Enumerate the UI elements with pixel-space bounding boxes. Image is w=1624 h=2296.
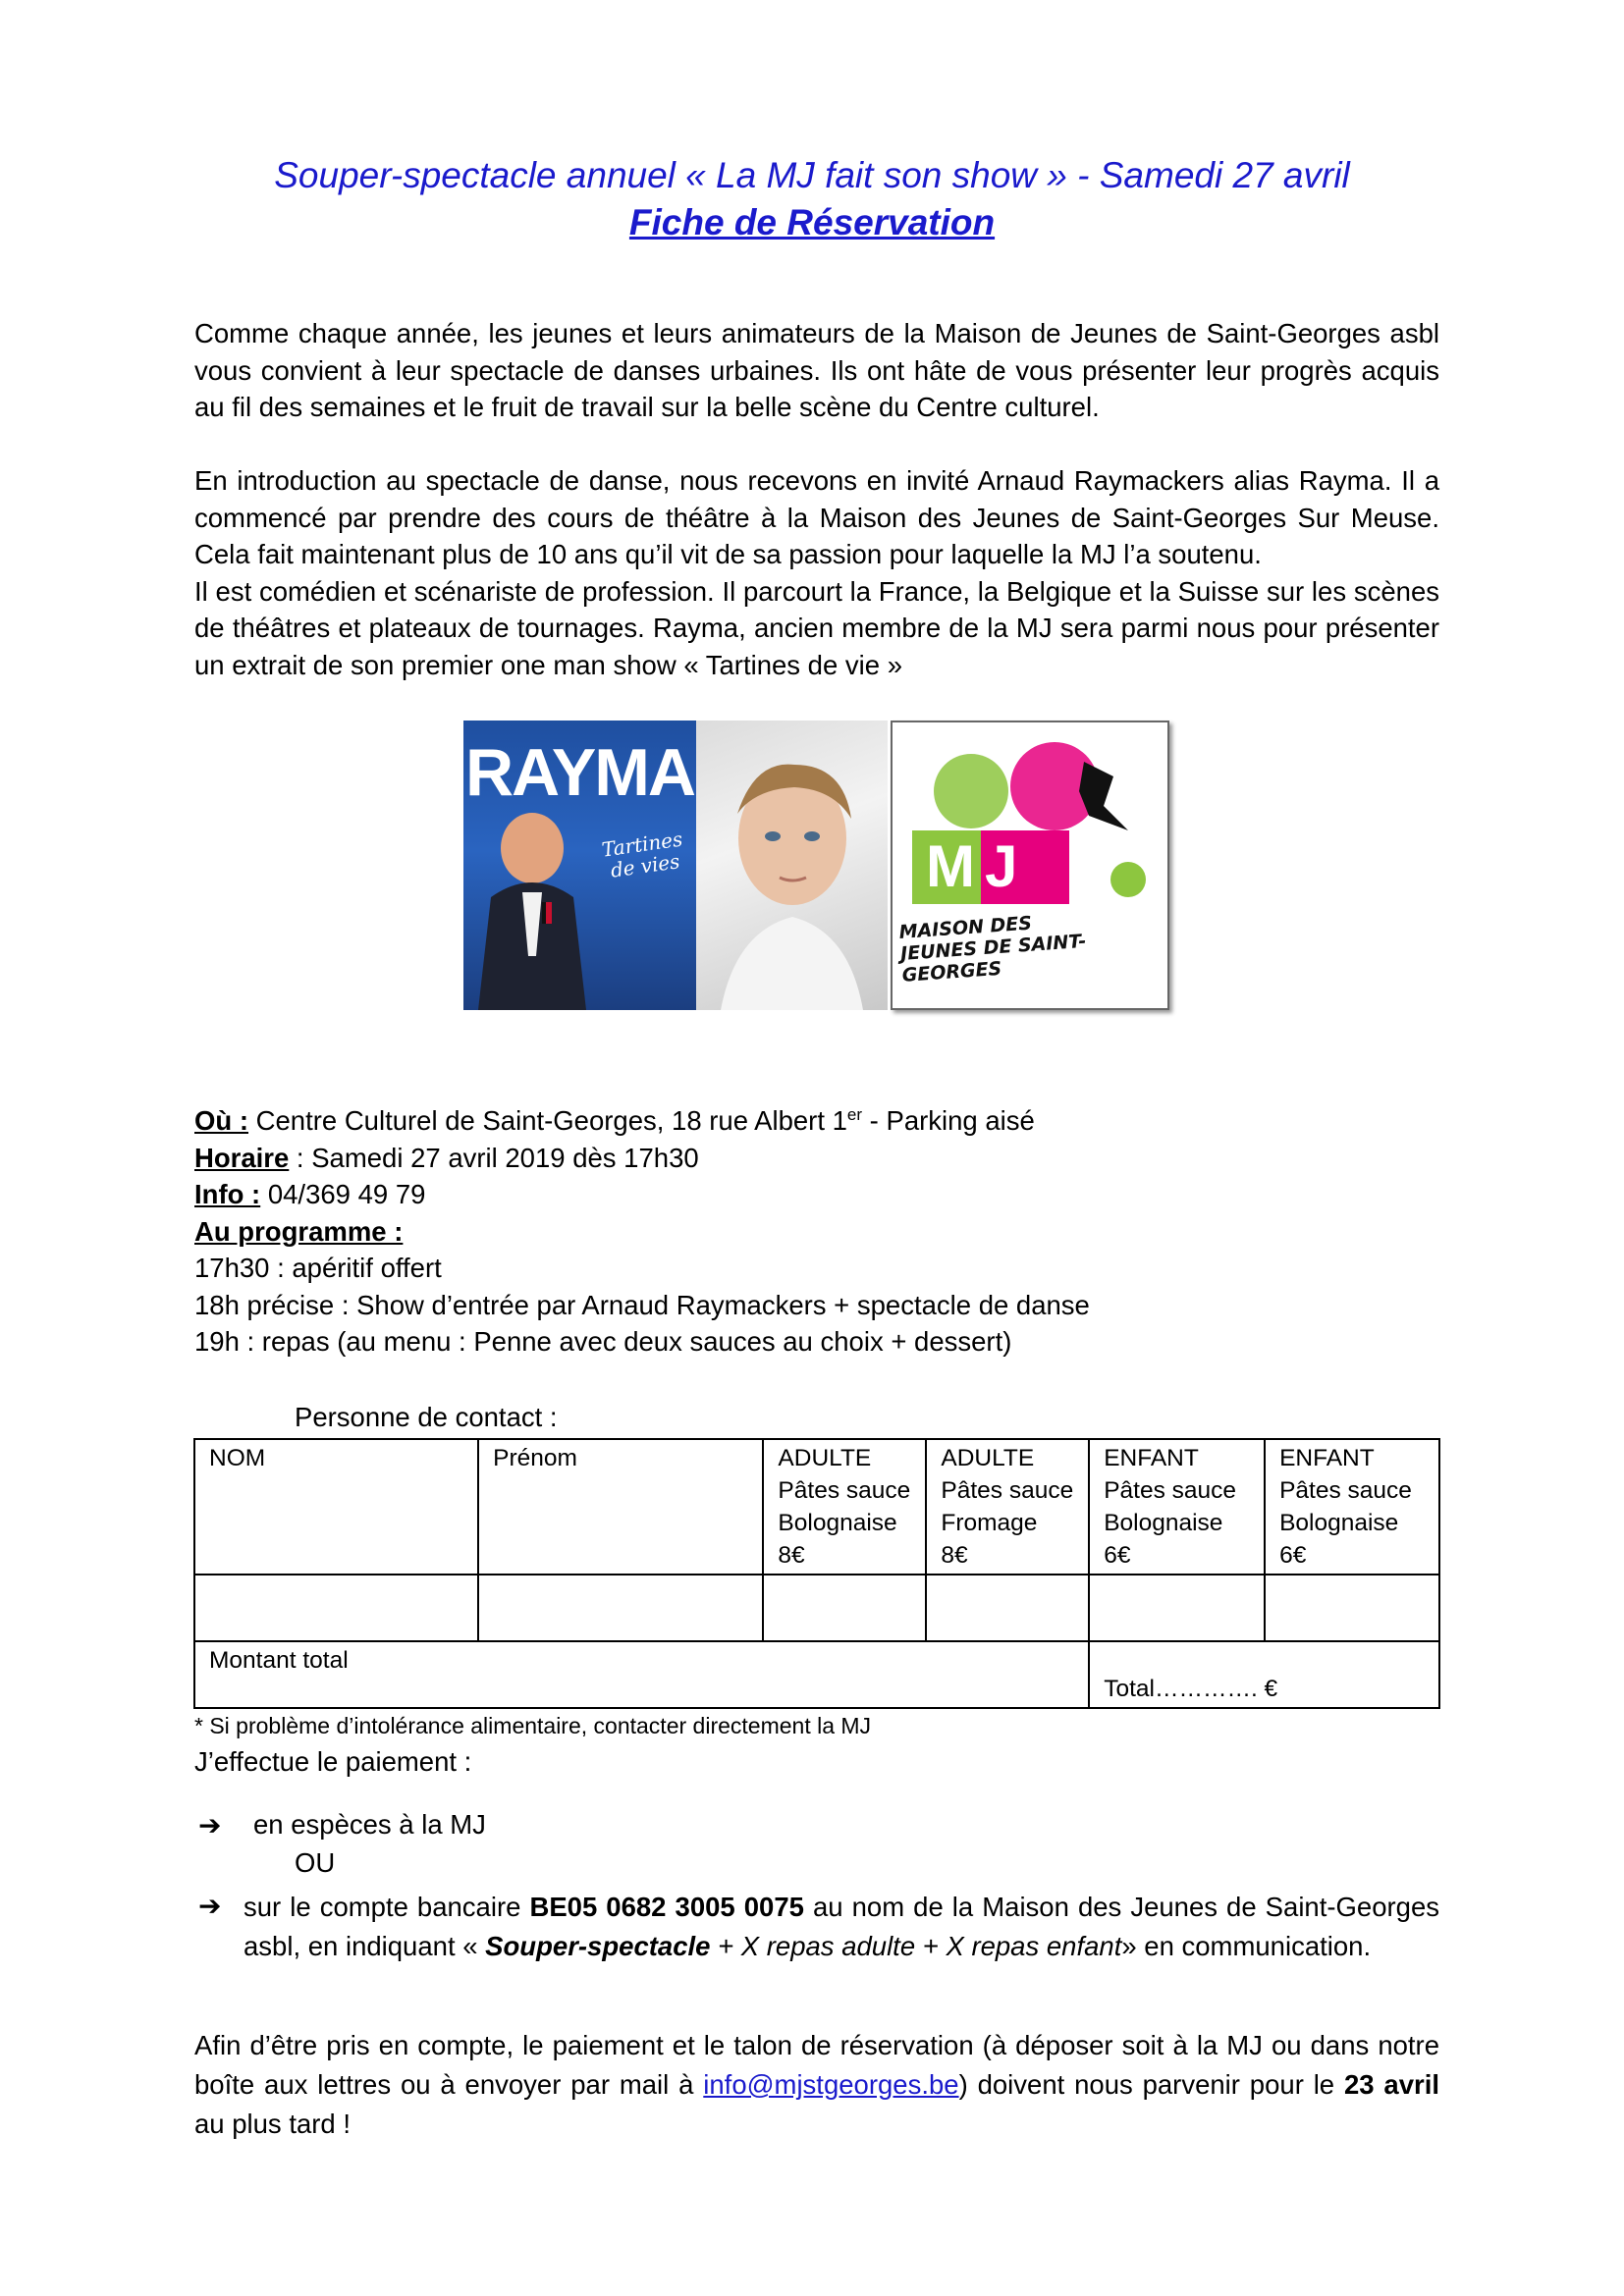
header-line: Fromage bbox=[941, 1510, 1038, 1536]
time-value: : Samedi 27 avril 2019 dès 17h30 bbox=[289, 1142, 699, 1173]
info-line bbox=[194, 1176, 1439, 1213]
total-value-cell[interactable] bbox=[1089, 1641, 1439, 1708]
closing-paragraph bbox=[194, 2026, 1439, 2144]
header-line: Prénom bbox=[493, 1445, 577, 1471]
bank-text: » en communication. bbox=[1121, 1931, 1372, 1961]
closing-text: ) doivent nous parvenir pour le bbox=[958, 2069, 1344, 2100]
payment-option-bank bbox=[244, 1888, 1439, 1966]
closing-text: Afin d’être pris en compte, le paiement et le talon de réservation (à déposer soit à la MJ ou dans notre boîte aux lettres ou à envoyer par mail à bbox=[194, 2030, 1439, 2100]
poster-title: RAYMA bbox=[464, 735, 695, 810]
header-nom bbox=[194, 1439, 478, 1575]
header-line: ENFANT bbox=[1279, 1445, 1375, 1471]
header-line: 6€ bbox=[1279, 1542, 1307, 1569]
deadline-date: 23 avril bbox=[1343, 2069, 1439, 2100]
program-item: 17h30 : apéritif offert bbox=[194, 1253, 442, 1284]
reservation-table bbox=[193, 1438, 1440, 1709]
input-cell-child-bolognaise-2[interactable] bbox=[1265, 1575, 1439, 1641]
total-value: Total…………. € bbox=[1104, 1676, 1278, 1702]
location-value: Centre Culturel de Saint-Georges, 18 rue Albert 1 bbox=[248, 1105, 847, 1137]
form-title: Fiche de Réservation bbox=[628, 202, 996, 242]
header-line: 8€ bbox=[941, 1542, 968, 1569]
header-line: ADULTE bbox=[778, 1445, 872, 1471]
header-line: Pâtes sauce bbox=[941, 1477, 1074, 1504]
total-label-cell bbox=[194, 1641, 1089, 1708]
mj-logo-image bbox=[891, 721, 1169, 1010]
input-cell-child-bolognaise[interactable] bbox=[1089, 1575, 1265, 1641]
input-cell-adult-fromage[interactable] bbox=[926, 1575, 1089, 1641]
location-line bbox=[194, 1096, 1439, 1140]
poster-subtitle: Tartines de vies bbox=[600, 827, 684, 882]
input-cell-adult-bolognaise[interactable] bbox=[763, 1575, 926, 1641]
guest-paragraph-part1: En introduction au spectacle de danse, nous recevons en invité Arnaud Raymackers alias Rayma. Il a commencé par prendre des cours de théâtre à la Maison des Jeunes de Saint-Georges Sur Meuse. Cela fait maintenant plus de 10 ans qu’il vit de sa passion pour laquelle la MJ l’a soutenu. bbox=[194, 465, 1439, 569]
closing-text: au plus tard ! bbox=[194, 2109, 351, 2139]
time-label: Horaire bbox=[194, 1142, 290, 1173]
bank-text: sur le compte bancaire bbox=[244, 1892, 530, 1922]
location-parking: - Parking aisé bbox=[862, 1105, 1035, 1137]
header-line: Bolognaise bbox=[778, 1510, 897, 1536]
guest-paragraph-part2: Il est comédien et scénariste de profession. Il parcourt la France, la Belgique et la Suisse sur les scènes de théâtres et plateaux de tournages. Rayma, ancien membre de la MJ sera parmi nous pour présenter un extrait de son premier one man show « Tartines de vie » bbox=[194, 575, 1439, 680]
bank-account-number: BE05 0682 3005 0075 bbox=[529, 1892, 804, 1922]
table-row bbox=[194, 1575, 1439, 1641]
header-line: Bolognaise bbox=[1104, 1510, 1223, 1536]
info-phone: 04/369 49 79 bbox=[260, 1179, 426, 1210]
guest-paragraph bbox=[194, 462, 1439, 683]
rayma-poster-image bbox=[463, 721, 696, 1010]
header-line: Pâtes sauce bbox=[1279, 1477, 1412, 1504]
program-item: 19h : repas (au menu : Penne avec deux sauces au choix + dessert) bbox=[194, 1326, 1012, 1358]
input-cell-nom[interactable] bbox=[194, 1575, 478, 1641]
header-line: Bolognaise bbox=[1279, 1510, 1399, 1536]
logo-caption: MAISON DES JEUNES DE SAINT-GEORGES bbox=[897, 912, 1087, 987]
info-label: Info : bbox=[194, 1179, 261, 1210]
communication-label: Souper-spectacle bbox=[485, 1931, 711, 1961]
payment-intro: J’effectue le paiement : bbox=[194, 1746, 472, 1777]
location-sup: er bbox=[846, 1105, 863, 1124]
bank-text: au nom de la Maison des Jeunes de Saint-Georges asbl, en indiquant « bbox=[244, 1892, 1439, 1961]
total-row bbox=[194, 1641, 1439, 1708]
contact-label: Personne de contact : bbox=[295, 1402, 558, 1432]
header-line: 8€ bbox=[778, 1542, 805, 1569]
program-heading: Au programme : bbox=[194, 1215, 404, 1247]
header-line: 6€ bbox=[1104, 1542, 1131, 1569]
payment-option-cash: en espèces à la MJ bbox=[253, 1809, 486, 1840]
table-header-row bbox=[194, 1439, 1439, 1575]
arrow-right-icon: ➔ bbox=[198, 1891, 222, 1921]
allergy-footnote: * Si problème d’intolérance alimentaire, contacter directement la MJ bbox=[194, 1713, 872, 1738]
input-cell-prenom[interactable] bbox=[478, 1575, 763, 1641]
payment-or: OU bbox=[295, 1847, 336, 1878]
header-prenom bbox=[478, 1439, 763, 1575]
header-line: Pâtes sauce bbox=[778, 1477, 911, 1504]
communication-detail: + X repas adulte + X repas enfant bbox=[710, 1931, 1122, 1961]
arrow-right-icon: ➔ bbox=[198, 1810, 222, 1841]
program-item: 18h précise : Show d’entrée par Arnaud Raymackers + spectacle de danse bbox=[194, 1289, 1090, 1320]
header-adult-fromage bbox=[926, 1439, 1089, 1575]
portrait-figure bbox=[696, 721, 888, 1010]
header-child-bolognaise bbox=[1089, 1439, 1265, 1575]
header-line: NOM bbox=[209, 1445, 266, 1471]
logo-letters: MJ bbox=[926, 833, 1028, 899]
email-link[interactable]: info@mjstgeorges.be bbox=[703, 2069, 959, 2100]
header-child-bolognaise-2 bbox=[1265, 1439, 1439, 1575]
total-label: Montant total bbox=[209, 1647, 349, 1674]
header-line: Pâtes sauce bbox=[1104, 1477, 1237, 1504]
event-title: Souper-spectacle annuel « La MJ fait son show » - Samedi 27 avril bbox=[274, 155, 1350, 195]
header-line: ADULTE bbox=[941, 1445, 1035, 1471]
time-line bbox=[194, 1140, 1439, 1177]
event-details bbox=[194, 1096, 1439, 1361]
portrait-photo bbox=[696, 721, 888, 1010]
location-label: Où : bbox=[194, 1105, 248, 1137]
header-adult-bolognaise bbox=[763, 1439, 926, 1575]
intro-paragraph: Comme chaque année, les jeunes et leurs animateurs de la Maison de Jeunes de Saint-Georges asbl vous convient à leur spectacle de danses urbaines. Ils ont hâte de vous présenter leur progrès acquis au fil des semaines et le fruit de travail sur la belle scène du Centre culturel. bbox=[194, 318, 1439, 422]
header-line: ENFANT bbox=[1104, 1445, 1199, 1471]
